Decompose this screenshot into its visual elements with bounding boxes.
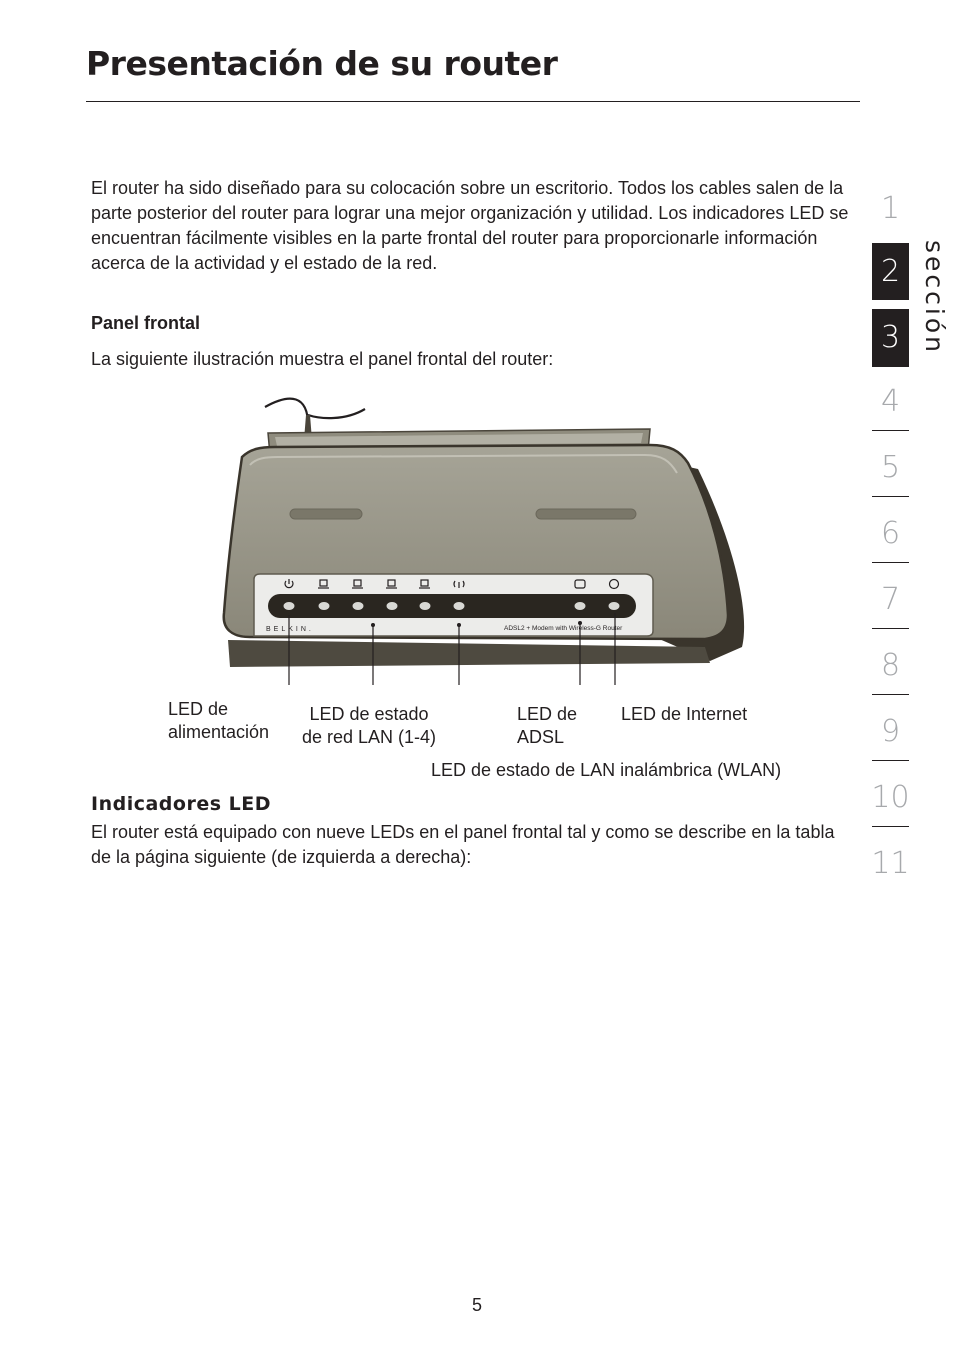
callout-lan bbox=[294, 703, 444, 749]
figure-caption: La siguiente ilustración muestra el panel frontal del router: bbox=[91, 349, 554, 369]
router-illustration bbox=[150, 385, 760, 685]
callout-wlan: LED de estado de LAN inalámbrica (WLAN) bbox=[431, 760, 782, 780]
callout-power-line1: LED de bbox=[168, 699, 229, 719]
callout-power-line2: alimentación bbox=[168, 722, 270, 742]
led-lan-4 bbox=[420, 602, 431, 610]
led-power bbox=[284, 602, 295, 610]
section-nav bbox=[872, 180, 909, 892]
callout-internet: LED de Internet bbox=[621, 704, 748, 724]
section-nav-item[interactable]: 4 bbox=[872, 373, 909, 431]
section-nav-item[interactable]: 1 bbox=[880, 191, 901, 226]
page-title: Presentación de su router bbox=[86, 44, 558, 83]
brand-label: BELKIN. bbox=[266, 626, 314, 633]
led-wlan bbox=[454, 602, 465, 610]
callout-lan-line1: LED de estado bbox=[309, 704, 429, 724]
led-internet bbox=[609, 602, 620, 610]
panel-heading: Panel frontal bbox=[91, 313, 201, 333]
led-lan-3 bbox=[387, 602, 398, 610]
section-nav-item[interactable]: 6 bbox=[872, 505, 909, 563]
led-heading: Indicadores LED bbox=[91, 793, 271, 815]
section-nav-item[interactable]: 11 bbox=[871, 846, 910, 881]
callout-adsl-line1: LED de bbox=[517, 704, 578, 724]
callout-lan-line2: de red LAN (1-4) bbox=[301, 727, 437, 747]
section-nav-item-active[interactable]: 2 bbox=[872, 243, 909, 300]
section-nav-item[interactable]: 8 bbox=[872, 637, 909, 695]
section-nav-item[interactable]: 5 bbox=[872, 439, 909, 497]
title-divider bbox=[86, 101, 860, 102]
section-nav-item[interactable]: 7 bbox=[872, 571, 909, 629]
section-nav-item[interactable]: 10 bbox=[872, 769, 909, 827]
top-vent-right bbox=[536, 509, 636, 519]
callout-adsl bbox=[517, 703, 577, 749]
led-lan-1 bbox=[319, 602, 330, 610]
section-label: sección bbox=[920, 240, 949, 355]
antenna-cable bbox=[265, 399, 365, 425]
router-base bbox=[228, 640, 710, 667]
callout-adsl-line2: ADSL bbox=[517, 727, 565, 747]
top-vent-left bbox=[290, 509, 362, 519]
section-nav-item[interactable]: 9 bbox=[872, 703, 909, 761]
led-lan-2 bbox=[353, 602, 364, 610]
led-adsl bbox=[575, 602, 586, 610]
section-nav-item-active[interactable]: 3 bbox=[872, 309, 909, 367]
model-label: ADSL2 + Modem with Wireless-G Router bbox=[504, 625, 623, 632]
led-paragraph: El router está equipado con nueve LEDs en el panel frontal tal y como se describe en la tabla de la página siguiente (de izquierda a derecha): bbox=[91, 822, 835, 867]
intro-paragraph: El router ha sido diseñado para su colocación sobre un escritorio. Todos los cables salen de la parte posterior del router para lograr una mejor organización y utilidad. Los indicadores LED se encuentran fácilmente visibles en la parte frontal del router para proporcionarle información acerca de la actividad y el estado de la red. bbox=[91, 178, 849, 273]
callout-power bbox=[168, 698, 269, 744]
page-number: 5 bbox=[471, 1295, 482, 1315]
